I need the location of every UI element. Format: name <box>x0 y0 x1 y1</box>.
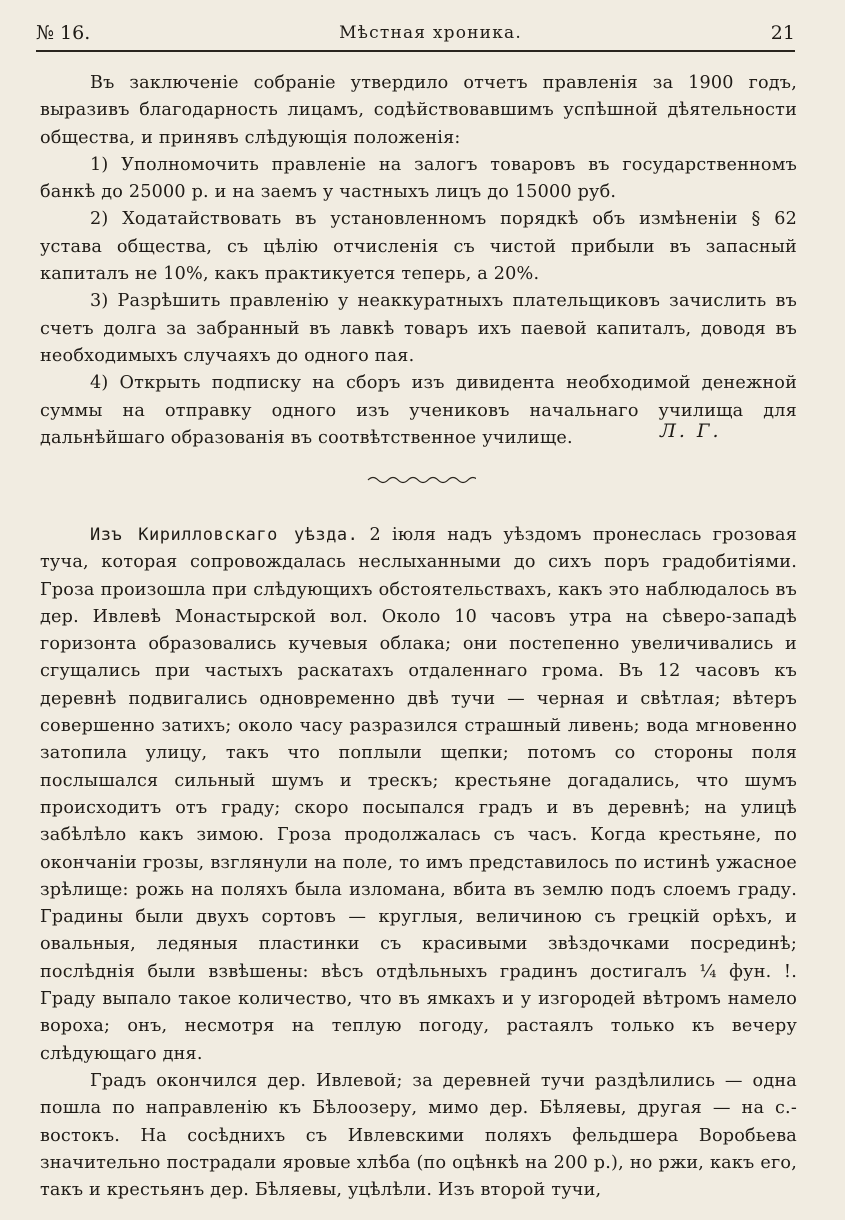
resolution-item: 1) Уполномочить правленіе на залогъ товаровъ въ государственномъ банкѣ до 25000 р. и на заемъ у частныхъ лицъ до 15000 руб. <box>40 154 797 203</box>
meeting-report <box>40 70 797 452</box>
resolution-item: 3) Разрѣшить правленію у неаккуратныхъ плательщиковъ зачислить въ счетъ долга за забранный въ лавкѣ товаръ ихъ паевой капиталъ, доводя въ необходимыхъ случаяхъ до одного пая. <box>40 291 797 366</box>
resolution-item: 2) Ходатайствовать въ установленномъ порядкѣ объ измѣненіи § 62 устава общества, съ цѣлію отчисленія съ чистой прибыли въ запасный капиталъ не 10%, какъ практикуется теперь, а 20%. <box>40 209 797 285</box>
section-title: Мѣстная хроника. <box>339 23 522 43</box>
page-header <box>36 18 795 48</box>
page-number: 21 <box>770 22 795 44</box>
hailstorm-report <box>40 522 797 1204</box>
author-signature: Л. Г. <box>660 420 722 442</box>
report-intro: Въ заключеніе собраніе утвердило отчетъ правленія за 1900 годъ, выразивъ благодарность лицамъ, содѣйствовавшимъ успѣшной дѣятельности общества, и принявъ слѣдующія положенія: <box>40 73 797 148</box>
report-paragraph <box>40 522 797 1068</box>
report-paragraph-text: 2 іюля надъ уѣздомъ пронеслась грозовая туча, которая сопровождалась неслыханными до сихъ поръ градобитіями. Гроза произошла при слѣдующихъ обстоятельствахъ, какъ это наблюдалось въ дер. Ивлевѣ Монастырской вол. Около 10 часовъ утра на сѣверо-западѣ горизонта образовались кучевыя облака; они постепенно увеличивались и сгущались при частыхъ раскатахъ отдаленнаго грома. Въ 12 часовъ къ деревнѣ подвигались одновременно двѣ тучи — черная и свѣтлая; вѣтеръ совершенно затихъ; около часу разразился страшный ливень; вода мгновенно затопила улицу, такъ что поплыли щепки; потомъ со стороны поля послышался сильный шумъ и трескъ; крестьяне догадались, что шумъ происходитъ отъ граду; скоро посыпался градъ и въ деревнѣ; на улицѣ забѣлѣло какъ зимою. Гроза продолжалась съ часъ. Когда крестьяне, по окончаніи грозы, взглянули на поле, то имъ представилось по истинѣ ужасное зрѣлище: рожь на поляхъ была изломана, вбита въ землю подъ слоемъ граду. Градины были двухъ сортовъ — круглыя, величиною съ грецкій орѣхъ, и овальныя, ледяныя пластинки съ красивыми звѣздочками посрединѣ; послѣднія были взвѣшены: вѣсъ отдѣльныхъ градинъ достигалъ ¼ фун. !. Граду выпало такое количество, что въ ямкахъ и у изгородей вѣтромъ намело вороха; онъ, несмотря на теплую погоду, растаялъ только къ вечеру слѣдующаго дня. <box>40 525 797 1064</box>
report-lead-in: Изъ Кирилловскаго уѣзда. <box>90 525 359 545</box>
header-rule <box>36 50 795 52</box>
resolution-item: 4) Открыть подписку на сборъ изъ дивидента необходимой денежной суммы на отправку одного изъ учениковъ начальнаго училища для дальнѣйшаго образованія въ соотвѣтственное училище. <box>40 373 797 448</box>
report-paragraph: Градъ окончился дер. Ивлевой; за деревней тучи раздѣлились — одна пошла по направленію къ Бѣлоозеру, мимо дер. Бѣляевы, другая — на с.-востокъ. На сосѣднихъ съ Ивлевскими поляхъ фельдшера Воробьева значительно пострадали яровые хлѣба (по оцѣнкѣ на 200 р.), но ржи, какъ его, такъ и крестьянъ дер. Бѣляевы, уцѣлѣли. Изъ второй тучи, <box>40 1070 797 1201</box>
wavy-divider <box>366 474 476 486</box>
issue-number: № 16. <box>36 22 91 44</box>
